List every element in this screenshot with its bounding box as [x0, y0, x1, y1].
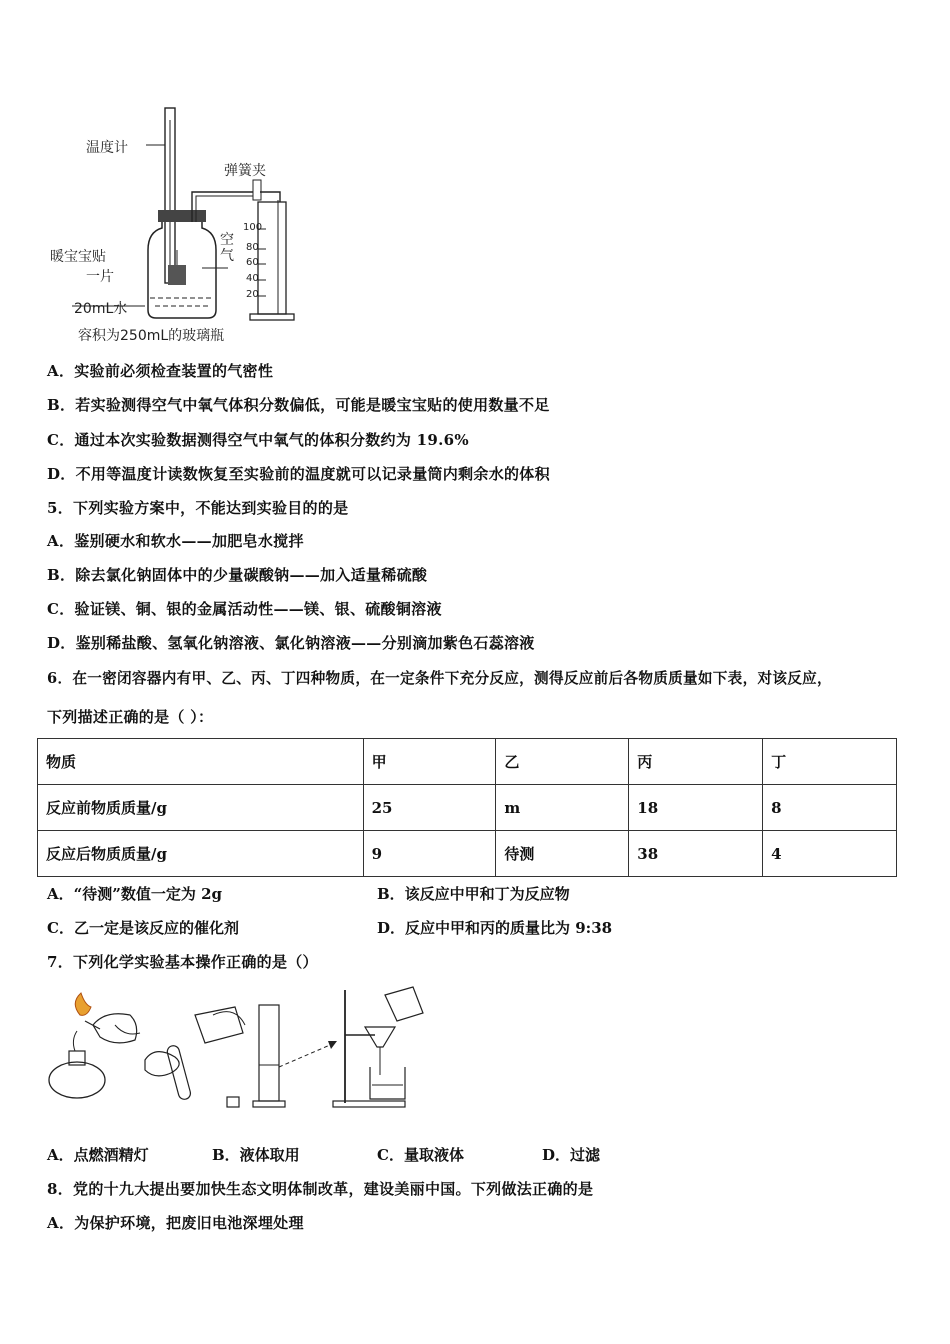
table-cell: 丁	[763, 739, 897, 785]
graduated-cylinder	[258, 202, 286, 314]
warmer-patch	[168, 265, 186, 285]
scale-40: 40	[246, 273, 259, 284]
alcohol-lamp-drawing	[49, 993, 140, 1098]
table-cell: m	[496, 785, 629, 831]
label-warmer-count: 一片	[86, 269, 114, 285]
scale-20: 20	[246, 289, 259, 300]
scale-80: 80	[246, 242, 259, 253]
table-cell: 8	[763, 785, 897, 831]
q7-stem: 7．下列化学实验基本操作正确的是（）	[47, 953, 318, 971]
table-cell: 18	[629, 785, 763, 831]
q6-option-c: C．乙一定是该反应的催化剂	[47, 919, 239, 937]
table-cell: 反应后物质质量/g	[38, 831, 364, 877]
q6-option-d: D．反应中甲和丙的质量比为 9:38	[377, 919, 613, 937]
scale-100: 100	[243, 222, 263, 233]
table-cell: 丙	[629, 739, 763, 785]
scale-60: 60	[246, 257, 259, 268]
q5-option-a: A．鉴别硬水和软水——加肥皂水搅拌	[47, 532, 304, 550]
mass-table	[37, 738, 897, 877]
label-air: 空气	[220, 232, 234, 264]
table-header-row	[38, 739, 897, 785]
label-bottle: 容积为250mL的玻璃瓶	[78, 328, 225, 344]
q5-option-d: D．鉴别稀盐酸、氢氧化钠溶液、氯化钠溶液——分别滴加紫色石蕊溶液	[47, 634, 535, 652]
table-cell: 乙	[496, 739, 629, 785]
q4-option-b: B．若实验测得空气中氧气体积分数偏低，可能是暖宝宝贴的使用数量不足	[47, 396, 550, 414]
table-row	[38, 785, 897, 831]
table-cell: 25	[363, 785, 496, 831]
q5-stem: 5．下列实验方案中，不能达到实验目的的是	[47, 499, 349, 517]
q7-option-a: A．点燃酒精灯	[47, 1146, 149, 1164]
table-row	[38, 831, 897, 877]
graduated-cylinder-drawing	[253, 1005, 337, 1107]
q8-stem: 8．党的十九大提出要加快生态文明体制改革，建设美丽中国。下列做法正确的是	[47, 1180, 594, 1198]
q7-option-d: D．过滤	[542, 1146, 601, 1164]
label-thermometer: 温度计	[86, 140, 128, 156]
spring-clamp	[253, 180, 261, 200]
table-cell: 反应前物质质量/g	[38, 785, 364, 831]
q6-option-a: A．“待测”数值一定为 2g	[47, 885, 223, 903]
label-clamp: 弹簧夹	[224, 163, 266, 179]
q6-stem-line1: 6．在一密闭容器内有甲、乙、丙、丁四种物质，在一定条件下充分反应，测得反应前后各物质质量如下表，对该反应，	[47, 670, 832, 687]
label-warmer: 暖宝宝贴	[50, 249, 106, 265]
q4-option-c: C．通过本次实验数据测得空气中氧气的体积分数约为 19.6%	[47, 431, 469, 449]
q7-option-b: B．液体取用	[212, 1146, 300, 1164]
q7-option-c: C．量取液体	[377, 1146, 464, 1164]
q8-option-a: A．为保护环境，把废旧电池深埋处理	[47, 1214, 304, 1232]
q6-stem-line2: 下列描述正确的是（ ）：	[47, 708, 214, 726]
table-cell: 4	[763, 831, 897, 877]
label-water: 20mL水	[74, 301, 128, 317]
q5-option-b: B．除去氯化钠固体中的少量碳酸钠——加入适量稀硫酸	[47, 566, 428, 584]
table-cell: 甲	[363, 739, 496, 785]
table-cell: 38	[629, 831, 763, 877]
q5-option-c: C．验证镁、铜、银的金属活动性——镁、银、硫酸铜溶液	[47, 600, 442, 618]
q4-option-a: A．实验前必须检查装置的气密性	[47, 362, 274, 380]
table-cell: 待测	[496, 831, 629, 877]
filtration-drawing	[333, 987, 423, 1107]
table-cell: 物质	[38, 739, 364, 785]
liquid-pouring-drawing	[145, 1007, 245, 1107]
q4-option-d: D．不用等温度计读数恢复至实验前的温度就可以记录量筒内剩余水的体积	[47, 465, 550, 483]
q6-option-b: B．该反应中甲和丁为反应物	[377, 885, 570, 903]
lab-operations-figure	[45, 985, 445, 1115]
table-cell: 9	[363, 831, 496, 877]
